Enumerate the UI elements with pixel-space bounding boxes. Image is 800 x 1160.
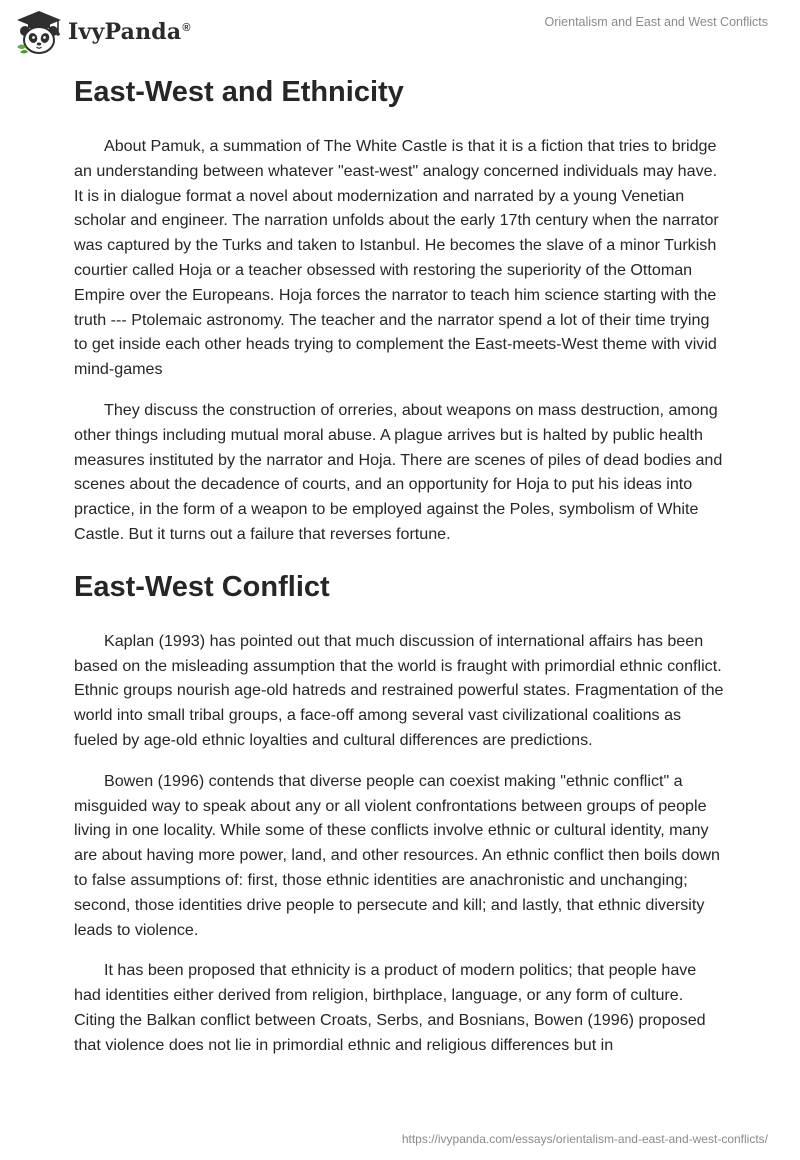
paragraph: Bowen (1996) contends that diverse people can coexist making "ethnic conflict" a misguided way to speak about any or all violent confrontations between groups of people living in one locality. While some of these conflicts involve ethnic or cultural identity, many are about having more power, land, and other resources. An ethnic conflict then boils down to false assumptions of: first, those ethnic identities are anachronistic and unchanging; second, those identities drive people to persecute and kill; and lastly, that ethnic diversity leads to violence. <box>74 771 720 939</box>
paragraph: They discuss the construction of orreries, about weapons on mass destruction, among other things including mutual moral abuse. A plague arrives but is halted by public health measures instituted by the narrator and Hoja. There are scenes of piles of dead bodies and scenes about the decadence of courts, and an opportunity for Hoja to put his ideas into practice, in the form of a weapon to be employed against the Poles, symbolism of White Castle. But it turns out a failure that reverses fortune. <box>74 400 723 543</box>
section-heading: East-West Conflict <box>74 570 330 603</box>
brand-name: IvyPanda® <box>68 19 191 45</box>
source-url-link[interactable]: https://ivypanda.com/essays/orientalism-and-east-and-west-conflicts/ <box>401 1132 768 1146</box>
paragraph: It has been proposed that ethnicity is a product of modern politics; that people have had identities either derived from religion, birthplace, language, or any form of culture. Citing the Balkan conflict between Croats, Serbs, and Bosnians, Bowen (1996) proposed that violence does not lie in primordial ethnic and religious differences but in <box>74 961 706 1054</box>
section-heading: East-West and Ethnicity <box>74 76 404 108</box>
document-title: Orientalism and East and West Conflicts <box>544 15 768 29</box>
paragraph: Kaplan (1993) has pointed out that much discussion of international affairs has been based on the misleading assumption that the world is fraught with primordial ethnic conflict. Ethnic groups nourish age-old hatreds and restrained powerful states. Fragmentation of the world into small tribal groups, a face-off among several vast civilizational coalitions as fueled by age-old ethnic loyalties and cultural differences are predictions. <box>74 631 724 749</box>
paragraph: About Pamuk, a summation of The White Castle is that it is a fiction that tries to bridge an understanding between whatever "east-west" analogy concerned individuals may have. It is in dialogue format a novel about modernization and narrated by a young Venetian scholar and engineer. The narration unfolds about the early 17th century when the narrator was captured by the Turks and taken to Istanbul. He becomes the slave of a minor Turkish courtier called Hoja or a teacher obsessed with restoring the superiority of the Ottoman Empire over the Europeans. Hoja forces the narrator to teach him science starting with the truth --- Ptolemaic astronomy. The teacher and the narrator spend a lot of their time trying to get inside each other heads trying to complement the East-meets-West theme with vivid mind-games <box>74 137 719 379</box>
panda-graduate-icon <box>14 9 64 55</box>
brand-logo[interactable] <box>14 6 191 58</box>
essay-content <box>74 72 724 1058</box>
